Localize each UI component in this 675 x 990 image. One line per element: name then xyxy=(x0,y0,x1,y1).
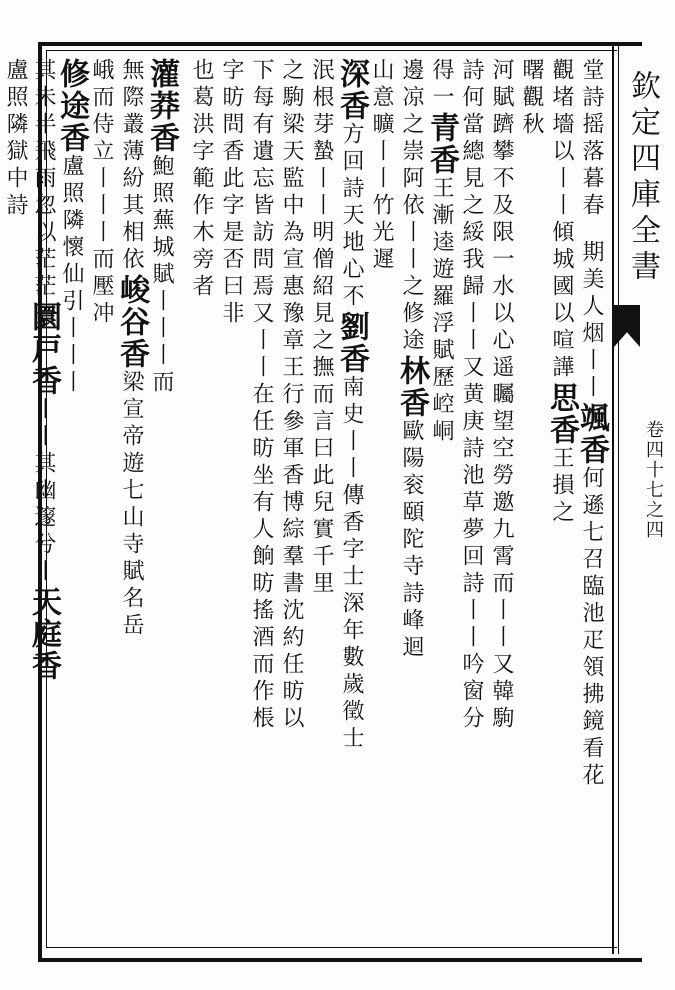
column-text: 梁宣帝遊七山寺賦名岳 xyxy=(119,370,144,640)
column-text: 下每有遺忘皆訪問焉又丨丨在任昉坐有人餉昉搖酒而作棖 xyxy=(249,58,274,733)
column-text: 王漸逵遊羅浮賦歷崆峒 xyxy=(429,176,454,446)
text-column-7 xyxy=(394,58,429,944)
text-column-1 xyxy=(574,58,609,944)
entry-heading: 劉香 xyxy=(334,311,369,375)
column-text: 也葛洪字範作木旁者 xyxy=(189,58,214,301)
entry-heading: 修途香 xyxy=(54,58,89,154)
column-text: 觀堵墻以丨丨傾城國以喧譁 xyxy=(549,58,574,382)
text-column-8 xyxy=(368,58,398,944)
text-column-10 xyxy=(308,58,338,944)
entry-heading: 峻谷香 xyxy=(114,274,149,370)
text-column-2 xyxy=(544,58,579,944)
column-text: 河賦躋攀不及限一水以心遥矚望空勞邀九霄而丨丨又韓駒 xyxy=(489,58,514,733)
column-text: 鮑照蕪城賦丨丨丨 xyxy=(149,154,174,370)
text-column-20 xyxy=(2,58,32,944)
column-text: 峨而侍立丨丨丨而壓冲 xyxy=(89,58,114,328)
column-text: 字昉問香此字是否曰非 xyxy=(219,58,244,328)
text-column-6 xyxy=(424,58,459,944)
text-column-18 xyxy=(54,58,89,944)
entry-heading: 颯香 xyxy=(574,402,609,466)
text-column-14 xyxy=(188,58,218,944)
column-text: 盧照隣獄中詩 xyxy=(3,58,28,220)
text-column-19 xyxy=(26,58,61,944)
margin-rule xyxy=(612,42,614,954)
column-text: 何遜七召臨池疋領拂鏡看花 xyxy=(579,466,604,790)
column-text: 山意曠丨丨竹光遲 xyxy=(369,58,394,274)
text-column-4 xyxy=(488,58,518,944)
entry-heading: 思香 xyxy=(544,382,579,446)
text-column-17 xyxy=(88,58,118,944)
column-text: 而 xyxy=(149,370,174,397)
text-column-15 xyxy=(144,58,179,944)
text-column-11 xyxy=(278,58,308,944)
volume-label: 卷四十七之四 xyxy=(643,420,664,540)
column-text: 得一 xyxy=(429,58,454,112)
text-column-5 xyxy=(458,58,488,944)
entry-heading: 林香 xyxy=(394,355,429,419)
entry-heading: 灌莽香 xyxy=(144,58,179,154)
column-text: 歐陽衮頤陀寺詩峰迴 xyxy=(399,419,424,662)
entry-heading: 天庭香 xyxy=(26,586,61,682)
column-text: 堂詩摇落暮春 xyxy=(579,58,604,220)
column-text: 無際叢薄紛其相依 xyxy=(119,58,144,274)
column-text: 之崇阿依丨丨之修途 xyxy=(399,112,424,355)
column-text: 方回詩天地心不 xyxy=(339,122,364,311)
entry-heading: 青香 xyxy=(424,112,459,176)
column-text: 之駒梁天監中為宣惠豫章王行參軍香博綜羣書沈約任昉以 xyxy=(279,58,304,733)
text-column-13 xyxy=(218,58,248,944)
column-text: 南史丨丨傳香字士深年數歲徵士 xyxy=(339,375,364,753)
entry-heading: 深香 xyxy=(334,58,369,122)
column-text: 丨丨其幽邃兮丨 xyxy=(31,397,56,586)
text-column-12 xyxy=(248,58,278,944)
text-column-9 xyxy=(334,58,369,944)
column-text: 曙觀秋 xyxy=(519,58,544,139)
column-text: 泯根芽蟄丨丨 xyxy=(309,58,334,220)
entry-heading: 圜戸香 xyxy=(26,301,61,397)
column-text: 明僧紹見之撫而言曰此兒實千里 xyxy=(309,220,334,598)
column-text: 王損之 xyxy=(549,446,574,527)
column-text: 盧照隣懷仙引丨丨丨 xyxy=(59,154,84,397)
margin-rule-thin xyxy=(618,42,619,954)
column-text: 其未半飛雨忽以茫茫 xyxy=(31,58,56,301)
column-text: 邊凉 xyxy=(399,58,424,112)
text-column-3 xyxy=(518,58,548,944)
text-column-16 xyxy=(114,58,149,944)
column-text: 詩何當總見之綏我歸丨丨又黄庚詩池草夢回詩丨丨吟窗分 xyxy=(459,58,484,733)
column-text: 期美人烟丨丨 xyxy=(579,240,604,402)
book-title: 欽定四庫全書 xyxy=(625,70,660,286)
